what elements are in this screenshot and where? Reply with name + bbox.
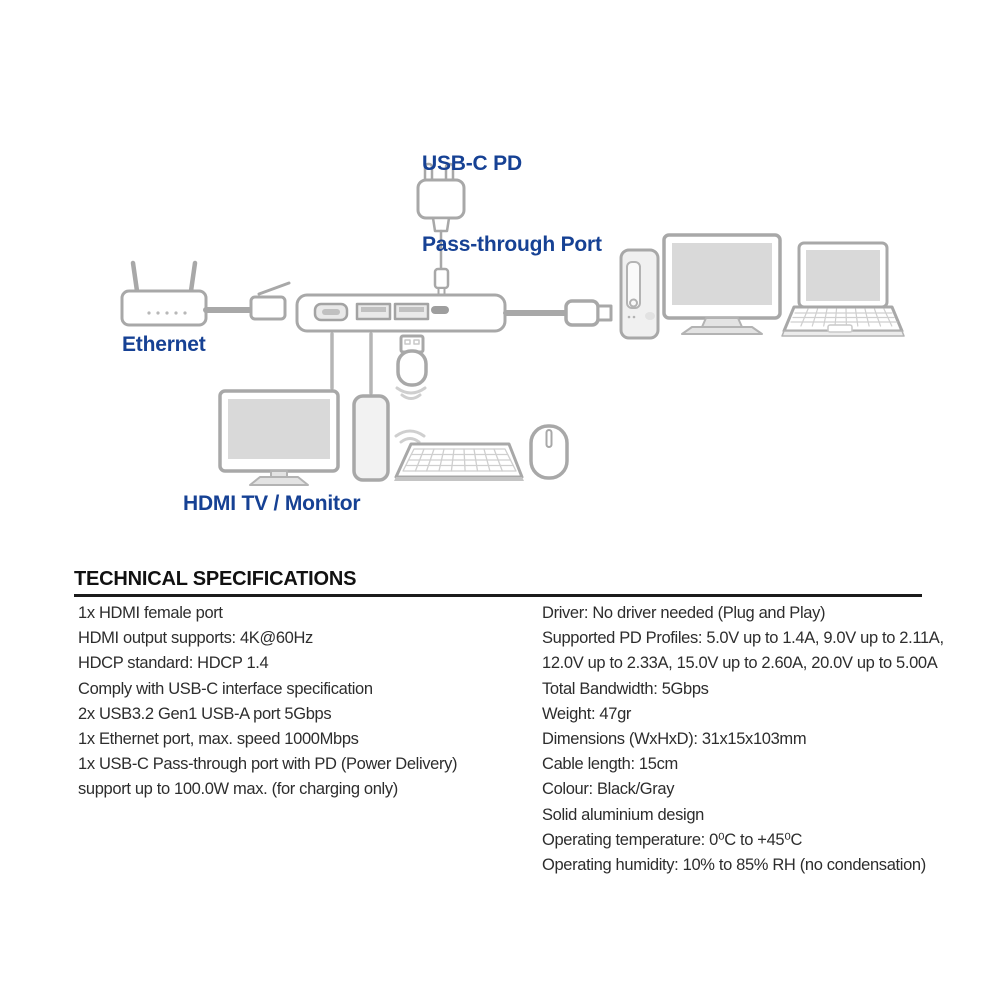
rj45-connector-icon <box>251 283 289 319</box>
spec-line: Driver: No driver needed (Plug and Play) <box>542 604 826 622</box>
specs-heading: TECHNICAL SPECIFICATIONS <box>74 568 357 590</box>
spec-line: 12.0V up to 2.33A, 15.0V up to 2.60A, 20.0V up to 5.00A <box>542 654 938 673</box>
spec-line: Comply with USB-C interface specification <box>78 679 373 698</box>
spec-line: Supported PD Profiles: 5.0V up to 1.4A, 9.0V up to 2.11A, <box>542 629 944 648</box>
ethernet-router-icon <box>122 263 206 325</box>
spec-line: Cable length: 15cm <box>542 755 678 774</box>
wireless-mouse-icon <box>531 426 567 478</box>
specs-left-column <box>78 601 533 803</box>
spec-line: Colour: Black/Gray <box>542 780 675 799</box>
hdmi-port-icon <box>315 304 347 320</box>
specs-divider-rule <box>74 594 922 597</box>
usb-c-pd-label-line2: Pass-through Port <box>422 233 602 256</box>
spec-line: 1x HDMI female port <box>78 604 223 622</box>
usb-wireless-dongle-icon <box>398 336 426 385</box>
spec-line: 1x USB-C Pass-through port with PD (Power Delivery) <box>78 755 458 774</box>
spec-line: HDCP standard: HDCP 1.4 <box>78 654 269 673</box>
wifi-waves-icon <box>396 431 424 442</box>
hdmi-tv-monitor-label: HDMI TV / Monitor <box>183 492 361 515</box>
spec-line: 1x Ethernet port, max. speed 1000Mbps <box>78 729 359 748</box>
external-drive-icon <box>354 396 388 480</box>
specs-right-column <box>542 601 944 878</box>
spec-line: support up to 100.0W max. (for charging only) <box>78 780 398 799</box>
spec-line: 2x USB3.2 Gen1 USB-A port 5Gbps <box>78 704 332 723</box>
ethernet-label: Ethernet <box>122 333 206 356</box>
wireless-keyboard-icon <box>394 444 524 481</box>
desktop-tower-icon <box>621 250 658 338</box>
spec-line: Solid aluminium design <box>542 805 704 824</box>
spec-line: Weight: 47gr <box>542 704 632 723</box>
spec-line: HDMI output supports: 4K@60Hz <box>78 629 313 648</box>
usb-c-pd-label-line1: USB-C PD <box>422 152 522 175</box>
usb-a-port-icon <box>357 304 390 319</box>
usb-c-pd-label <box>422 96 602 312</box>
spec-line: Operating temperature: 0⁰C to +45⁰C <box>542 830 803 849</box>
desktop-monitor-icon <box>664 235 780 334</box>
hdmi-monitor-icon <box>220 391 338 485</box>
wifi-waves-icon <box>397 388 425 399</box>
spec-line: Dimensions (WxHxD): 31x15x103mm <box>542 729 807 748</box>
spec-line: Total Bandwidth: 5Gbps <box>542 679 709 698</box>
spec-line: Operating humidity: 10% to 85% RH (no condensation) <box>542 855 926 874</box>
laptop-icon <box>782 243 904 336</box>
